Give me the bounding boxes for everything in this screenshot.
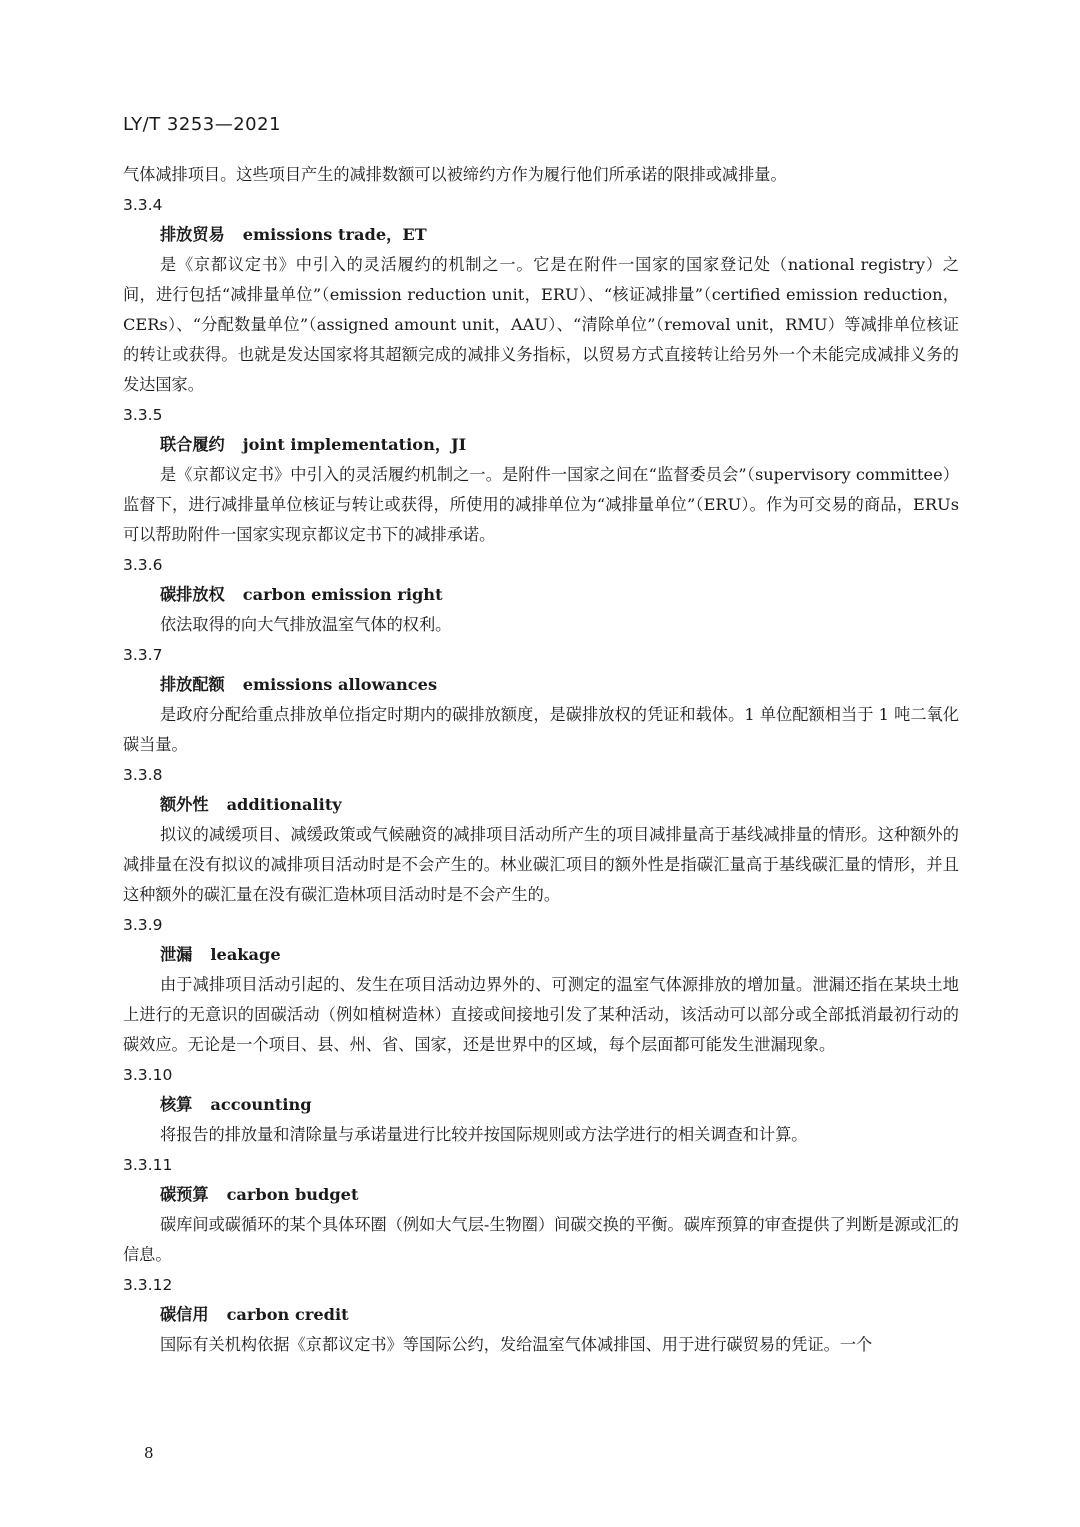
term-heading — [123, 1180, 959, 1210]
term-entry — [123, 1270, 959, 1360]
term-definition: 由于减排项目活动引起的、发生在项目活动边界外的、可测定的温室气体源排放的增加量。泄漏还指在某块土地上进行的无意识的固碳活动（例如植树造林）直接或间接地引发了某种活动，该活动可以部分或全部抵消最初行动的碳效应。无论是一个项目、县、州、省、国家，还是世界中的区域，每个层面都可能发生泄漏现象。 — [123, 975, 959, 1054]
term-definition: 碳库间或碳循环的某个具体环圈（例如大气层-生物圈）间碳交换的平衡。碳库预算的审查提供了判断是源或汇的信息。 — [123, 1215, 959, 1264]
term-heading — [123, 580, 959, 610]
term-definition: 拟议的减缓项目、减缓政策或气候融资的减排项目活动所产生的项目减排量高于基线减排量的情形。这种额外的减排量在没有拟议的减排项目活动时是不会产生的。林业碳汇项目的额外性是指碳汇量高于基线碳汇量的情形，并且这种额外的碳汇量在没有碳汇造林项目活动时是不会产生的。 — [123, 825, 959, 904]
term-chinese: 排放贸易 — [160, 225, 225, 244]
clause-number: 3.3.7 — [123, 646, 163, 664]
term-heading — [123, 670, 959, 700]
term-entry — [123, 910, 959, 1060]
term-chinese: 碳排放权 — [160, 585, 225, 604]
term-chinese: 核算 — [160, 1095, 193, 1114]
clause-number: 3.3.10 — [123, 1066, 173, 1084]
term-english: emissions trade，ET — [242, 225, 427, 244]
term-definition: 是《京都议定书》中引入的灵活履约机制之一。是附件一国家之间在“监督委员会”（supervisory committee）监督下，进行减排量单位核证与转让或获得，所使用的减排单位为“减排量单位”（ERU）。作为可交易的商品，ERUs 可以帮助附件一国家实现京都议定书下的减排承诺。 — [123, 465, 959, 544]
clause-number: 3.3.5 — [123, 406, 163, 424]
term-definition: 是政府分配给重点排放单位指定时期内的碳排放额度，是碳排放权的凭证和载体。1 单位配额相当于 1 吨二氧化碳当量。 — [123, 705, 959, 754]
term-entry — [123, 640, 959, 760]
clause-number: 3.3.11 — [123, 1156, 173, 1174]
clause-number: 3.3.12 — [123, 1276, 173, 1294]
term-entries — [123, 190, 959, 1360]
term-entry — [123, 1060, 959, 1150]
term-chinese: 碳预算 — [160, 1185, 209, 1204]
term-chinese: 联合履约 — [160, 435, 225, 454]
term-definition: 国际有关机构依据《京都议定书》等国际公约，发给温室气体减排国、用于进行碳贸易的凭证。一个 — [160, 1335, 873, 1354]
term-english: leakage — [210, 945, 281, 964]
term-english: carbon budget — [226, 1185, 359, 1204]
term-entry — [123, 550, 959, 640]
term-heading — [123, 430, 959, 460]
term-english: accounting — [210, 1095, 312, 1114]
term-chinese: 碳信用 — [160, 1305, 209, 1324]
standard-number: LY/T 3253—2021 — [123, 114, 282, 135]
term-english: additionality — [226, 795, 342, 814]
clause-number: 3.3.4 — [123, 196, 163, 214]
term-entry — [123, 1150, 959, 1270]
page-number: 8 — [144, 1444, 154, 1462]
term-chinese: 额外性 — [160, 795, 209, 814]
term-chinese: 排放配额 — [160, 675, 225, 694]
term-english: carbon credit — [226, 1305, 349, 1324]
term-english: emissions allowances — [242, 675, 438, 694]
intro-paragraph: 气体减排项目。这些项目产生的减排数额可以被缔约方作为履行他们所承诺的限排或减排量。 — [123, 165, 787, 184]
term-english: joint implementation，JI — [242, 435, 467, 454]
term-entry — [123, 760, 959, 910]
term-english: carbon emission right — [242, 585, 443, 604]
term-heading — [123, 220, 959, 250]
term-entry — [123, 190, 959, 400]
term-heading — [123, 1300, 959, 1330]
term-chinese: 泄漏 — [160, 945, 193, 964]
term-definition: 是《京都议定书》中引入的灵活履约的机制之一。它是在附件一国家的国家登记处（national registry）之间，进行包括“减排量单位”（emission reduction unit，ERU）、“核证减排量”（certified emission reduction，CERs）、“分配数量单位”（assigned amount unit，AAU）、“清除单位”（removal unit，RMU）等减排单位核证的转让或获得。也就是发达国家将其超额完成的减排义务指标，以贸易方式直接转让给另外一个未能完成减排义务的发达国家。 — [123, 255, 959, 394]
term-definition: 将报告的排放量和清除量与承诺量进行比较并按国际规则或方法学进行的相关调查和计算。 — [160, 1125, 808, 1144]
clause-number: 3.3.8 — [123, 766, 163, 784]
clause-number: 3.3.9 — [123, 916, 163, 934]
term-heading — [123, 1090, 959, 1120]
term-heading — [123, 790, 959, 820]
page-content — [123, 160, 959, 1360]
term-entry — [123, 400, 959, 550]
term-definition: 依法取得的向大气排放温室气体的权利。 — [160, 615, 452, 634]
clause-number: 3.3.6 — [123, 556, 163, 574]
term-heading — [123, 940, 959, 970]
